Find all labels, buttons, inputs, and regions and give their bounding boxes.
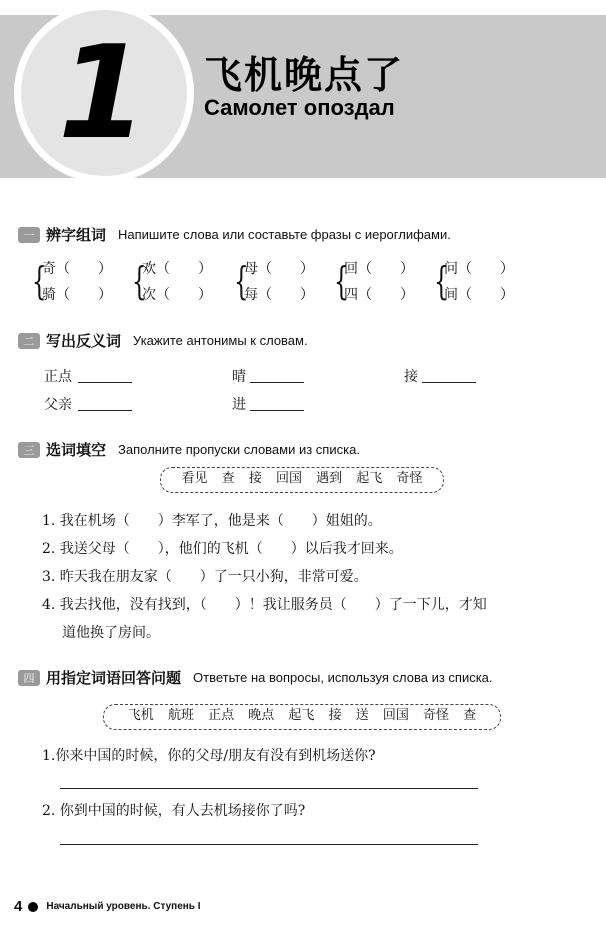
word-bank-item: 接 <box>328 708 342 723</box>
word-bank-item: 遇到 <box>316 471 343 486</box>
char-pair <box>434 256 544 306</box>
char-pair-bottom[interactable]: 间（ ） <box>444 287 514 303</box>
antonym-blank[interactable] <box>250 410 304 411</box>
antonym-blank[interactable] <box>250 382 304 383</box>
char-pair <box>234 256 344 306</box>
section-3-title-ru: Заполните пропуски словами из списка. <box>118 442 360 457</box>
word-bank-item: 接 <box>248 471 262 486</box>
word-bank-item: 飞机 <box>127 708 154 723</box>
word-bank-item: 回国 <box>275 471 302 486</box>
sentence[interactable]: 3. 昨天我在朋友家（ ）了一只小狗，非常可爱。 <box>42 569 368 585</box>
word-bank-item: 航班 <box>167 708 194 723</box>
sentence[interactable]: 4. 我去找他，没有找到，（ ）！我让服务员（ ）了一下儿，才知 <box>42 597 487 613</box>
bullet-dot-icon <box>28 902 38 912</box>
antonym-word: 晴 <box>232 369 246 385</box>
question: 2. 你到中国的时候，有人去机场接你了吗? <box>42 803 306 819</box>
section-3-badge: 三 <box>18 442 40 458</box>
char-pair-bottom[interactable]: 骑（ ） <box>42 287 112 303</box>
char-pair-bottom[interactable]: 次（ ） <box>142 287 212 303</box>
word-bank-item: 正点 <box>208 708 235 723</box>
word-bank-item: 奇怪 <box>396 471 423 486</box>
char-pair-top[interactable]: 母（ ） <box>244 261 314 277</box>
char-pair-bottom[interactable]: 每（ ） <box>244 287 314 303</box>
page-number: 4 <box>14 898 23 915</box>
section-4-heading <box>18 667 493 688</box>
section-4-badge: 四 <box>18 670 40 686</box>
word-bank-4 <box>103 704 501 730</box>
section-1-badge: 一 <box>18 227 40 243</box>
answer-line[interactable] <box>60 844 478 845</box>
section-2-title-cn: 写出反义词 <box>46 332 122 350</box>
brace: { <box>334 259 349 303</box>
brace: { <box>132 259 147 303</box>
unit-number: 1 <box>58 19 148 168</box>
char-pair <box>32 256 142 306</box>
sentence-continuation: 道他换了房间。 <box>62 625 160 641</box>
section-1-heading <box>18 224 451 245</box>
section-1-title-cn: 辨字组词 <box>46 226 107 244</box>
char-pair <box>132 256 242 306</box>
word-bank-item: 回国 <box>382 708 409 723</box>
antonym-word: 父亲 <box>44 397 72 413</box>
sentence[interactable]: 2. 我送父母（ ），他们的飞机（ ）以后我才回来。 <box>42 541 403 557</box>
antonym-blank[interactable] <box>78 382 132 383</box>
char-pair <box>334 256 444 306</box>
antonym-word: 进 <box>232 397 246 413</box>
char-pair-top[interactable]: 欢（ ） <box>142 261 212 277</box>
antonym-word: 接 <box>404 369 418 385</box>
word-bank-item: 送 <box>355 708 369 723</box>
word-bank-item: 起飞 <box>288 708 315 723</box>
footer-text: Начальный уровень. Ступень I <box>46 901 201 912</box>
char-pair-top[interactable]: 奇（ ） <box>42 261 112 277</box>
page-title-ru: Самолет опоздал <box>204 95 395 120</box>
answer-line[interactable] <box>60 788 478 789</box>
word-bank-item: 查 <box>463 708 477 723</box>
word-bank-item: 奇怪 <box>423 708 450 723</box>
section-2-badge: 二 <box>18 333 40 349</box>
word-bank-item: 晚点 <box>248 708 275 723</box>
page-title-cn: 飞机晚点了 <box>204 53 405 97</box>
char-pair-bottom[interactable]: 四（ ） <box>344 287 414 303</box>
word-bank-3 <box>160 467 444 493</box>
antonym-blank[interactable] <box>78 410 132 411</box>
word-bank-item: 查 <box>221 471 235 486</box>
word-bank-item: 起飞 <box>356 471 383 486</box>
antonym-blank[interactable] <box>422 382 476 383</box>
section-2-title-ru: Укажите антонимы к словам. <box>133 333 308 348</box>
footer <box>14 898 201 915</box>
section-3-title-cn: 选词填空 <box>46 441 107 459</box>
section-4-title-ru: Ответьте на вопросы, используя слова из списка. <box>193 670 493 685</box>
section-3-heading <box>18 439 360 460</box>
section-1-title-ru: Напишите слова или составьте фразы с иероглифами. <box>118 227 451 242</box>
section-2-heading <box>18 330 308 351</box>
char-pair-top[interactable]: 回（ ） <box>344 261 414 277</box>
word-bank-item: 看见 <box>181 471 208 486</box>
char-pair-top[interactable]: 问（ ） <box>444 261 514 277</box>
brace: { <box>434 259 449 303</box>
question: 1.你来中国的时候，你的父母/朋友有没有到机场送你? <box>42 748 376 764</box>
section-4-title-cn: 用指定词语回答问题 <box>46 669 182 687</box>
brace: { <box>32 259 47 303</box>
antonym-word: 正点 <box>44 369 72 385</box>
sentence[interactable]: 1. 我在机场（ ）李军了，他是来（ ）姐姐的。 <box>42 513 382 529</box>
brace: { <box>234 259 249 303</box>
